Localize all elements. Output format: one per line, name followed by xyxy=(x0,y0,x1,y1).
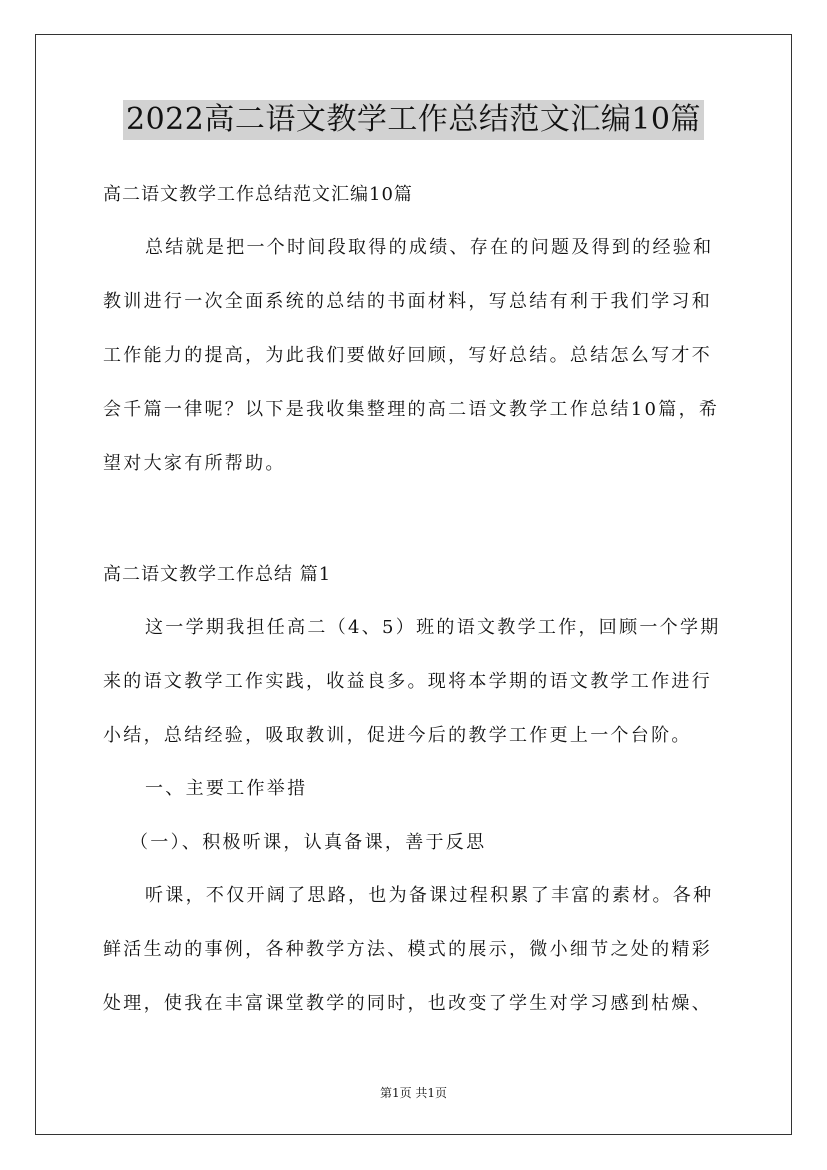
subheading-1: 一、主要工作举措 xyxy=(145,778,308,799)
body-line-2: 鲜活生动的事例，各种教学方法、模式的展示，微小细节之处的精彩 xyxy=(103,939,712,960)
document-subtitle: 高二语文教学工作总结范文汇编10篇 xyxy=(103,184,413,205)
page-footer: 第1页 共1页 xyxy=(379,1086,448,1100)
section-line-2: 来的语文教学工作实践，收益良多。现将本学期的语文教学工作进行 xyxy=(103,671,712,692)
intro-line-2: 教训进行一次全面系统的总结的书面材料，写总结有利于我们学习和 xyxy=(103,291,712,312)
intro-line-5: 望对大家有所帮助。 xyxy=(103,453,286,474)
section-heading: 高二语文教学工作总结 篇1 xyxy=(103,564,332,585)
body-line-1: 听课，不仅开阔了思路，也为备课过程积累了丰富的素材。各种 xyxy=(145,885,714,906)
intro-line-4: 会千篇一律呢？以下是我收集整理的高二语文教学工作总结10篇，希 xyxy=(103,399,720,420)
body-line-3: 处理，使我在丰富课堂教学的同时，也改变了学生对学习感到枯燥、 xyxy=(103,993,712,1014)
section-line-3: 小结，总结经验，吸取教训，促进今后的教学工作更上一个台阶。 xyxy=(103,725,692,746)
document-title: 2022高二语文教学工作总结范文汇编10篇 xyxy=(123,100,704,140)
subheading-2: （一）、积极听课，认真备课，善于反思 xyxy=(130,832,487,853)
section-line-1: 这一学期我担任高二（4、5）班的语文教学工作，回顾一个学期 xyxy=(145,617,721,638)
intro-line-1: 总结就是把一个时间段取得的成绩、存在的问题及得到的经验和 xyxy=(145,237,714,258)
intro-line-3: 工作能力的提高，为此我们要做好回顾，写好总结。总结怎么写才不 xyxy=(103,345,712,366)
title-container xyxy=(0,100,827,140)
